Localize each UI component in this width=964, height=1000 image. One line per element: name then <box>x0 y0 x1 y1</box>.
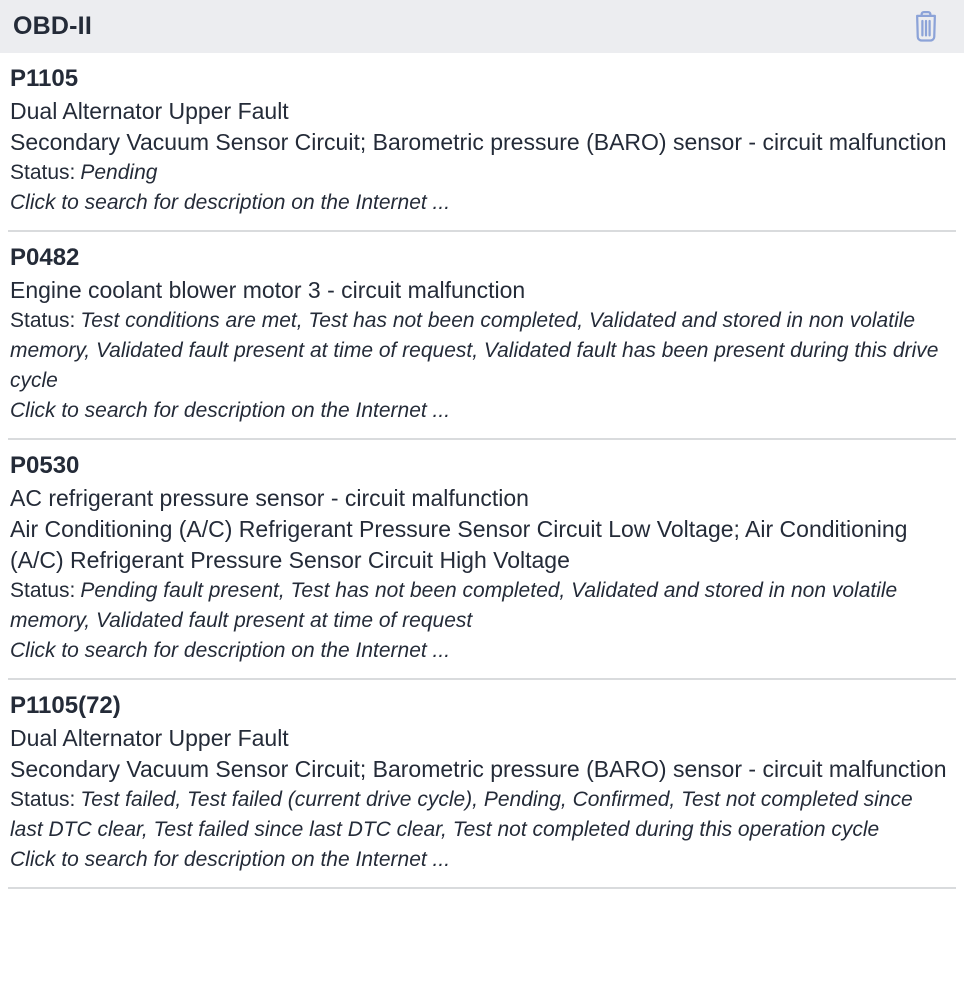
dtc-entry[interactable] <box>8 232 956 440</box>
status-label: Status: <box>10 579 76 602</box>
status-label: Status: <box>10 161 76 184</box>
dtc-description: Dual Alternator Upper Fault <box>10 725 289 751</box>
dtc-entry[interactable] <box>8 440 956 680</box>
dtc-status <box>10 785 950 845</box>
trash-icon <box>908 7 944 47</box>
dtc-status <box>10 158 950 188</box>
status-value: Pending <box>80 161 158 184</box>
page-title: OBD-II <box>13 12 92 40</box>
dtc-description: Air Conditioning (A/C) Refrigerant Pressure Sensor Circuit Low Voltage; Air Conditioning (A/C) Refrigerant Pressure Sensor Circuit High Voltage <box>10 516 908 573</box>
dtc-descriptions <box>10 483 950 576</box>
dtc-status <box>10 306 950 396</box>
dtc-status <box>10 576 950 636</box>
dtc-description: Dual Alternator Upper Fault <box>10 98 289 124</box>
dtc-descriptions <box>10 96 950 158</box>
dtc-entry[interactable] <box>8 680 956 889</box>
search-hint[interactable]: Click to search for description on the Internet ... <box>10 848 451 871</box>
delete-button[interactable] <box>904 5 948 49</box>
status-value: Test failed, Test failed (current drive cycle), Pending, Confirmed, Test not completed since last DTC clear, Test failed since last DTC clear, Test not completed during this operation cycle <box>10 788 913 841</box>
dtc-description: Secondary Vacuum Sensor Circuit; Barometric pressure (BARO) sensor - circuit malfunction <box>10 129 947 155</box>
status-label: Status: <box>10 309 76 332</box>
dtc-code: P1105 <box>10 65 79 92</box>
dtc-descriptions <box>10 723 950 785</box>
dtc-code: P1105(72) <box>10 692 121 719</box>
dtc-descriptions <box>10 275 950 306</box>
dtc-description: Secondary Vacuum Sensor Circuit; Barometric pressure (BARO) sensor - circuit malfunction <box>10 756 947 782</box>
search-hint[interactable]: Click to search for description on the Internet ... <box>10 399 451 422</box>
app-header <box>0 0 964 53</box>
status-label: Status: <box>10 788 76 811</box>
dtc-entry[interactable] <box>8 53 956 232</box>
dtc-code: P0482 <box>10 244 80 271</box>
dtc-list <box>0 53 964 889</box>
search-hint[interactable]: Click to search for description on the Internet ... <box>10 639 451 662</box>
status-value: Test conditions are met, Test has not been completed, Validated and stored in non volatile memory, Validated fault present at time of request, Validated fault has been present during this drive cycle <box>10 309 939 392</box>
dtc-code: P0530 <box>10 452 80 479</box>
search-hint[interactable]: Click to search for description on the Internet ... <box>10 191 451 214</box>
status-value: Pending fault present, Test has not been completed, Validated and stored in non volatile memory, Validated fault present at time of request <box>10 579 898 632</box>
dtc-description: Engine coolant blower motor 3 - circuit malfunction <box>10 277 526 303</box>
dtc-description: AC refrigerant pressure sensor - circuit malfunction <box>10 485 529 511</box>
